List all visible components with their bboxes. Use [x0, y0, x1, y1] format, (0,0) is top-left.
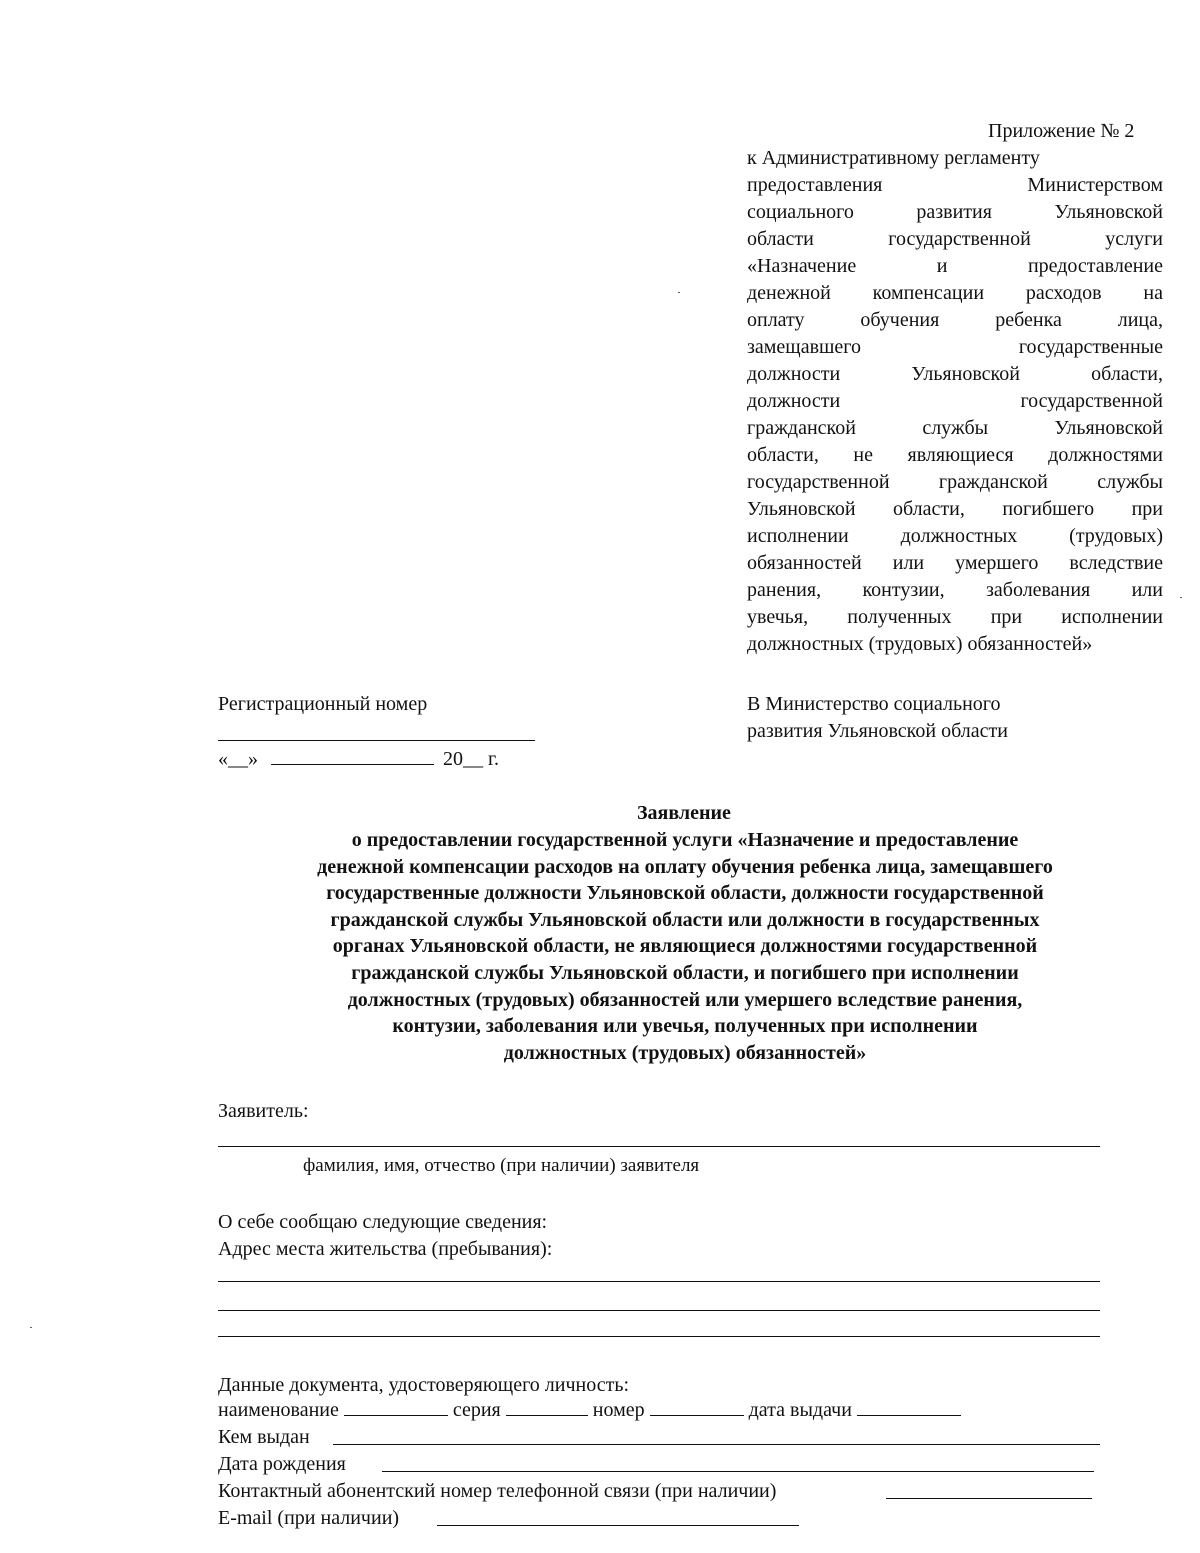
id-series-label: серия — [452, 1399, 501, 1421]
appendix-line: исполнении должностных (трудовых) — [747, 525, 1163, 547]
appendix-line: обязанностей или умершего вследствие — [747, 552, 1163, 574]
address-line[interactable] — [218, 1310, 1100, 1311]
appendix-line: оплату обучения ребенка лица, — [747, 309, 1163, 331]
id-series-line[interactable] — [506, 1397, 588, 1416]
recipient-line: развития Ульяновской области — [747, 720, 1008, 742]
date-day: «__» — [218, 748, 258, 770]
appendix-line: должности государственной — [747, 390, 1163, 412]
applicant-name-line[interactable] — [218, 1146, 1100, 1147]
appendix-line: ранения, контузии, заболевания или — [747, 579, 1163, 601]
issued-by-line[interactable] — [333, 1444, 1100, 1445]
title-line: гражданской службы Ульяновской области, и погибшего при исполнении — [351, 961, 1019, 984]
issued-by-label: Кем выдан — [218, 1426, 310, 1448]
appendix-line: предоставления Министерством — [747, 174, 1163, 196]
appendix-line: области, не являющиеся должностями — [747, 444, 1163, 466]
appendix-line: «Назначение и предоставление — [747, 255, 1163, 277]
title-line: гражданской службы Ульяновской области или должности в государственных — [330, 908, 1040, 931]
about-label: О себе сообщаю следующие сведения: — [218, 1211, 548, 1233]
document-heading: Заявление — [637, 802, 731, 824]
email-label: E-mail (при наличии) — [218, 1507, 400, 1529]
appendix-line: замещавшего государственные — [747, 336, 1163, 358]
title-line: должностных (трудовых) обязанностей» — [503, 1041, 867, 1064]
appendix-line: должностных (трудовых) обязанностей» — [747, 633, 1093, 655]
id-issue-date-line[interactable] — [857, 1397, 961, 1416]
id-doc-fields — [218, 1397, 961, 1424]
title-line: контузии, заболевания или увечья, полученных при исполнении — [392, 1015, 978, 1038]
appendix-line: должности Ульяновской области, — [747, 363, 1163, 385]
applicant-caption: фамилия, имя, отчество (при наличии) заявителя — [303, 1155, 700, 1176]
recipient-line: В Министерство социального — [747, 693, 1001, 715]
id-number-line[interactable] — [650, 1397, 744, 1416]
title-line: должностных (трудовых) обязанностей или умершего вследствие ранения, — [347, 988, 1023, 1011]
email-line[interactable] — [437, 1525, 799, 1526]
registration-number-line[interactable] — [218, 740, 535, 741]
date-month-line[interactable] — [271, 746, 434, 765]
scan-speck — [30, 1327, 32, 1328]
appendix-line: увечья, полученных при исполнении — [747, 606, 1163, 628]
phone-label: Контактный абонентский номер телефонной связи (при наличии) — [218, 1480, 777, 1502]
id-number-label: номер — [592, 1399, 645, 1421]
address-line[interactable] — [218, 1336, 1100, 1337]
appendix-heading: Приложение № 2 — [988, 120, 1135, 142]
id-issue-date-label: дата выдачи — [748, 1399, 852, 1421]
phone-line[interactable] — [886, 1498, 1092, 1499]
appendix-line: Ульяновской области, погибшего при — [747, 498, 1163, 520]
birth-date-label: Дата рождения — [218, 1453, 346, 1475]
scan-speck — [1180, 597, 1182, 598]
id-name-label: наименование — [218, 1399, 339, 1421]
appendix-line: гражданской службы Ульяновской — [747, 417, 1163, 439]
appendix-line: государственной гражданской службы — [747, 471, 1163, 493]
scan-speck — [678, 292, 680, 293]
registration-date — [218, 746, 499, 773]
appendix-text — [747, 145, 1163, 658]
title-line: о предоставлении государственной услуги «Назначение и предоставление — [351, 829, 1019, 851]
title-line: органах Ульяновской области, не являющиеся должностями государственной — [332, 935, 1038, 958]
id-doc-label: Данные документа, удостоверяющего личность: — [218, 1374, 630, 1396]
id-name-line[interactable] — [344, 1397, 448, 1416]
date-year: 20__ г. — [443, 748, 499, 770]
appendix-line: социального развития Ульяновской — [747, 201, 1163, 223]
appendix-line: денежной компенсации расходов на — [747, 282, 1163, 304]
appendix-line: к Административному регламенту — [747, 147, 1040, 169]
applicant-label: Заявитель: — [218, 1100, 309, 1122]
title-line: денежной компенсации расходов на оплату обучения ребенка лица, замещавшего — [317, 855, 1053, 878]
address-label: Адрес места жительства (пребывания): — [218, 1238, 553, 1260]
title-line: государственные должности Ульяновской области, должности государственной — [326, 882, 1044, 905]
document-title — [120, 827, 1200, 1066]
appendix-line: области государственной услуги — [747, 228, 1163, 250]
registration-label: Регистрационный номер — [218, 693, 428, 715]
birth-date-line[interactable] — [382, 1471, 1094, 1472]
address-line[interactable] — [218, 1281, 1100, 1282]
